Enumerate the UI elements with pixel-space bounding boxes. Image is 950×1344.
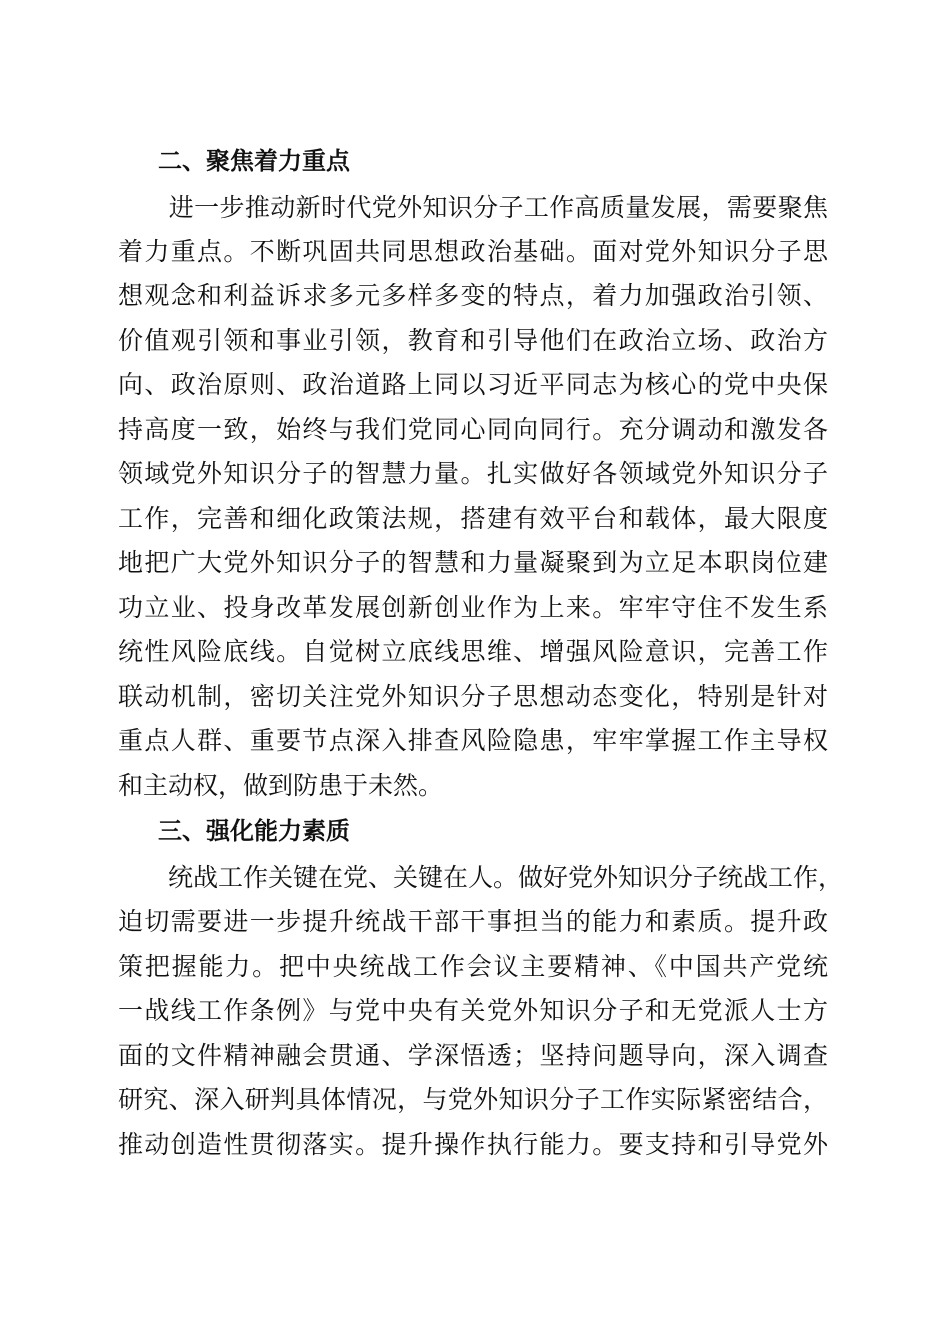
paragraph-line: 进一步推动新时代党外知识分子工作高质量发展，需要聚焦 [118,193,828,222]
paragraph-line: 统战工作关键在党、关键在人。做好党外知识分子统战工作， [118,863,844,892]
paragraph-line: 面的文件精神融会贯通、学深悟透；坚持问题导向，深入调查 [118,1041,828,1070]
paragraph-line: 和主动权，做到防患于未然。 [118,771,444,800]
paragraph-line: 迫切需要进一步提升统战干部干事担当的能力和素质。提升政 [118,907,828,936]
paragraph-line: 重点人群、重要节点深入排查风险隐患，牢牢掌握工作主导权 [118,726,828,755]
paragraph-line: 着力重点。不断巩固共同思想政治基础。面对党外知识分子思 [118,237,828,266]
paragraph-line: 联动机制，密切关注党外知识分子思想动态变化，特别是针对 [118,682,828,711]
paragraph-line: 想观念和利益诉求多元多样多变的特点，着力加强政治引领、 [118,281,828,310]
paragraph-line: 研究、深入研判具体情况，与党外知识分子工作实际紧密结合， [118,1085,828,1114]
section-3-heading: 三、强化能力素质 [158,817,350,845]
paragraph-line: 向、政治原则、政治道路上同以习近平同志为核心的党中央保 [118,370,828,399]
paragraph-line: 统性风险底线。自觉树立底线思维、增强风险意识，完善工作 [118,637,828,666]
paragraph-line: 价值观引领和事业引领，教育和引导他们在政治立场、政治方 [118,326,828,355]
paragraph-line: 功立业、投身改革发展创新创业作为上来。牢牢守住不发生系 [118,593,828,622]
paragraph-line: 领域党外知识分子的智慧力量。扎实做好各领域党外知识分子 [118,459,828,488]
paragraph-line: 推动创造性贯彻落实。提升操作执行能力。要支持和引导党外 [118,1130,828,1159]
paragraph-line: 地把广大党外知识分子的智慧和力量凝聚到为立足本职岗位建 [118,548,828,577]
paragraph-line: 持高度一致，始终与我们党同心同向同行。充分调动和激发各 [118,415,828,444]
section-2-heading: 二、聚焦着力重点 [158,147,350,175]
paragraph-line: 一战线工作条例》与党中央有关党外知识分子和无党派人士方 [118,996,828,1025]
paragraph-line: 工作，完善和细化政策法规，搭建有效平台和载体，最大限度 [118,504,828,533]
paragraph-line: 策把握能力。把中央统战工作会议主要精神、《中国共产党统 [118,952,828,981]
